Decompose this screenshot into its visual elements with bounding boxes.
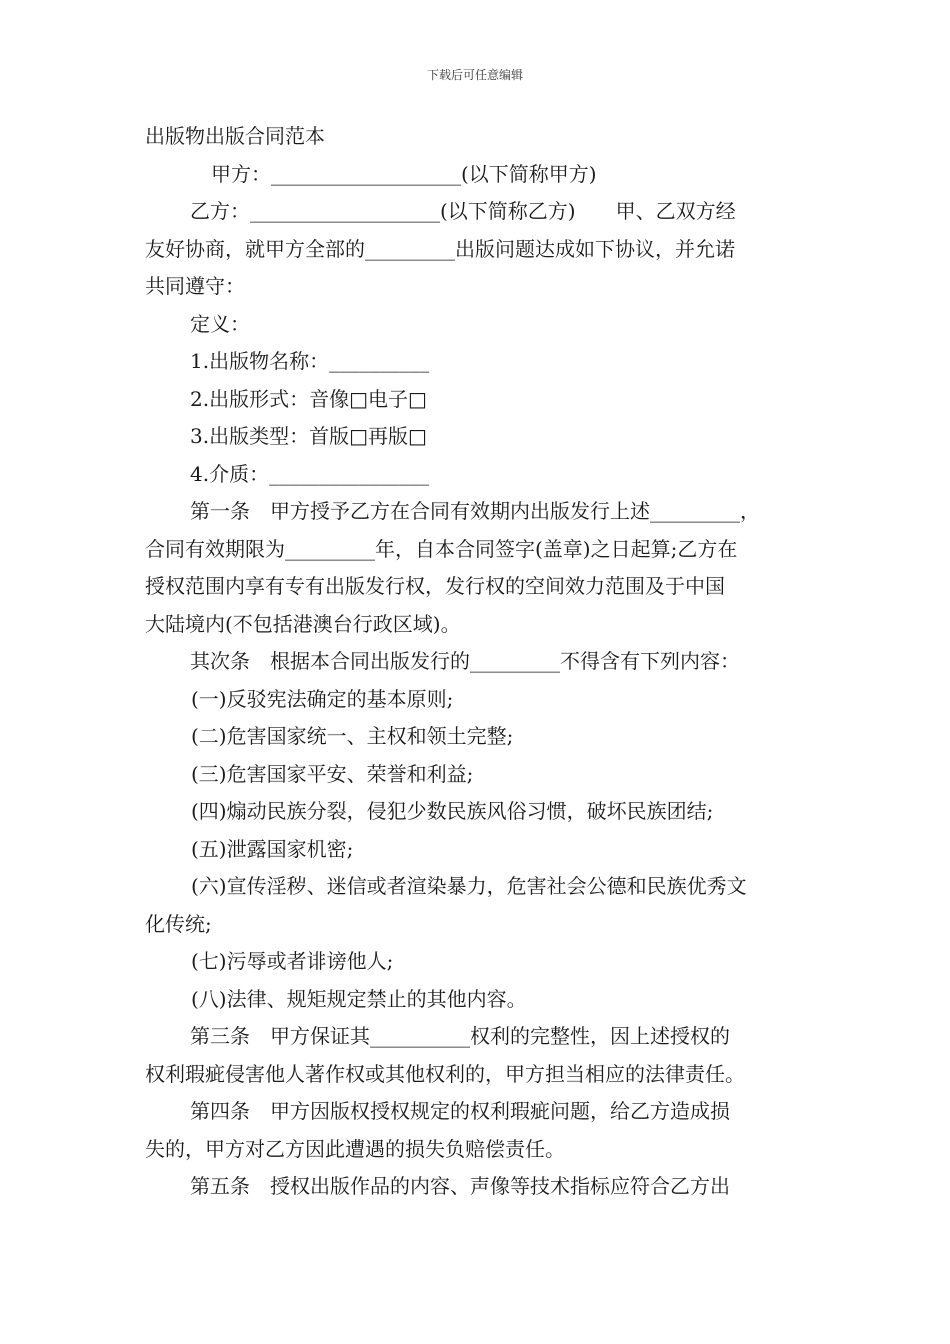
article-5-line: 第五条 授权出版作品的内容、声像等技术指标应符合乙方出 — [190, 1174, 730, 1198]
article-2-line: 其次条 根据本合同出版发行的_________不得含有下列内容： — [190, 649, 740, 673]
party-a-line: 甲方：___________________(以下简称甲方) — [211, 161, 597, 186]
party-b-line: 乙方：___________________(以下简称乙方) 甲、乙双方经 — [190, 199, 736, 223]
paragraph-line: 共同遵守： — [145, 274, 245, 298]
paragraph-line: 权利瑕疵侵害他人著作权或其他权利的，甲方担当相应的法律责任。 — [145, 1061, 745, 1086]
paragraph-line: 化传统; — [145, 911, 212, 936]
paragraph-line: 失的，甲方对乙方因此遭遇的损失负赔偿责任。 — [145, 1136, 565, 1161]
prohibited-item: (一)反驳宪法确定的基本原则; — [191, 686, 454, 711]
prohibited-item: (二)危害国家统一、主权和领土完整; — [191, 724, 514, 748]
prohibited-item: (八)法律、规矩规定禁止的其他内容。 — [191, 986, 527, 1011]
definition-item: 2.出版形式：音像□电子□ — [190, 386, 427, 411]
prohibited-item: (五)泄露国家机密; — [191, 836, 354, 861]
definition-item: 1.出版物名称：__________ — [190, 349, 430, 373]
paragraph-line: 友好协商，就甲方全部的_________出版问题达成如下协议，并允诺 — [145, 236, 735, 261]
prohibited-item: (三)危害国家平安、荣誉和利益; — [191, 761, 474, 786]
article-4-line: 第四条 甲方因版权授权规定的权利瑕疵问题，给乙方造成损 — [190, 1099, 730, 1123]
prohibited-item: (四)煽动民族分裂，侵犯少数民族风俗习惯，破坏民族团结; — [191, 799, 714, 823]
article-3-line: 第三条 甲方保证其__________权利的完整性，因上述授权的 — [190, 1024, 730, 1048]
prohibited-item: (六)宣传淫秽、迷信或者渲染暴力，危害社会公德和民族优秀文 — [191, 874, 747, 898]
paragraph-line: 大陆境内(不包括港澳台行政区域)。 — [145, 611, 461, 636]
document-body — [145, 118, 815, 1206]
paragraph-line: 合同有效期限为_________年，自本合同签字(盖章)之日起算;乙方在 — [145, 536, 738, 561]
definition-heading: 定义： — [190, 311, 250, 336]
definition-item: 3.出版类型：首版□再版□ — [190, 424, 427, 448]
definition-item: 4.介质：________________ — [190, 461, 430, 486]
document-title: 出版物出版合同范本 — [145, 124, 325, 148]
paragraph-line: 授权范围内享有专有出版发行权，发行权的空间效力范围及于中国 — [145, 574, 725, 598]
article-1-line: 第一条 甲方授予乙方在合同有效期内出版发行上述_________， — [190, 499, 760, 523]
page-header-note: 下载后可任意编辑 — [426, 68, 523, 82]
prohibited-item: (七)污辱或者诽谤他人; — [191, 949, 394, 973]
